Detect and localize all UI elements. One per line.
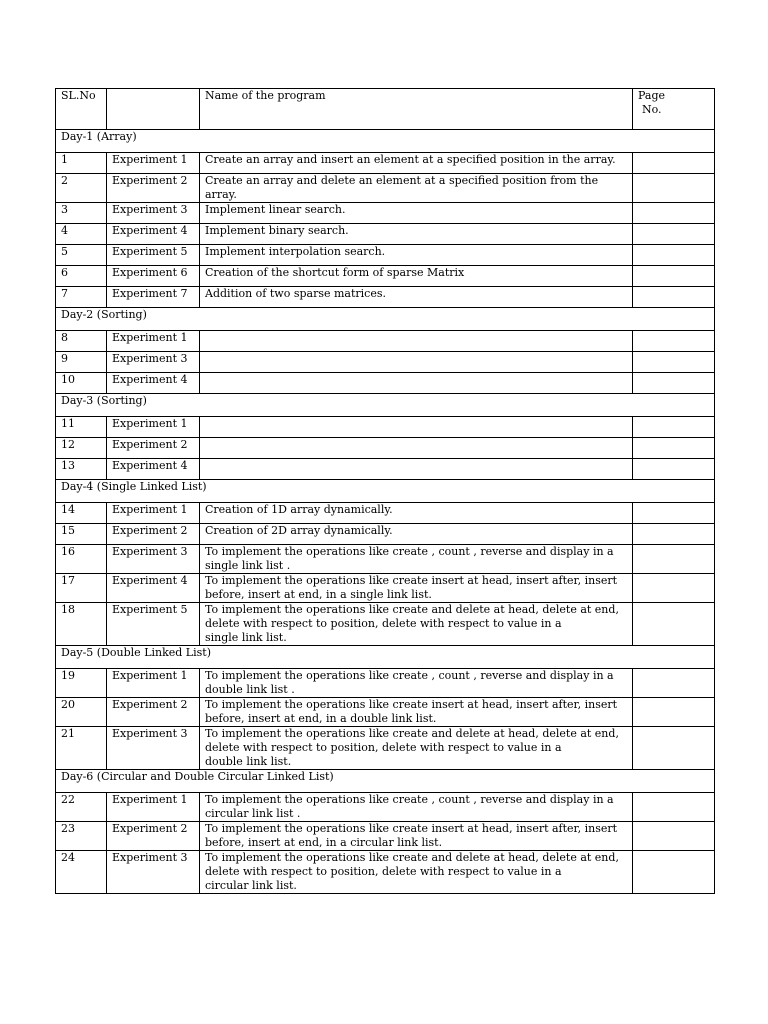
page-no-cell	[633, 331, 715, 352]
experiment-cell: Experiment 1	[107, 669, 200, 698]
page-no-cell	[633, 503, 715, 524]
page-no-cell	[633, 793, 715, 822]
page-no-cell	[633, 373, 715, 394]
sl-no-cell: 23	[56, 822, 107, 851]
page-no-cell	[633, 203, 715, 224]
program-name-cell: Create an array and delete an element at a specified position from the array.	[200, 174, 633, 203]
sl-no-cell: 5	[56, 245, 107, 266]
page-no-header	[633, 89, 715, 130]
sl-no-cell: 8	[56, 331, 107, 352]
experiment-header	[107, 89, 200, 130]
program-index-table	[55, 88, 715, 894]
page-no-cell	[633, 174, 715, 203]
page-no-cell	[633, 545, 715, 574]
table-row	[56, 545, 715, 574]
sl-no-cell: 22	[56, 793, 107, 822]
sl-no-cell: 21	[56, 727, 107, 770]
program-name-cell: Creation of 1D array dynamically.	[200, 503, 633, 524]
sl-no-cell: 17	[56, 574, 107, 603]
experiment-cell: Experiment 2	[107, 822, 200, 851]
sl-no-cell: 12	[56, 438, 107, 459]
sl-no-cell: 19	[56, 669, 107, 698]
table-row	[56, 459, 715, 480]
program-name-cell	[200, 459, 633, 480]
program-name-header: Name of the program	[200, 89, 633, 130]
page-no-cell	[633, 727, 715, 770]
table-row	[56, 851, 715, 894]
program-name-cell: To implement the operations like create , count , reverse and display in a circular link list .	[200, 793, 633, 822]
page-no-cell	[633, 851, 715, 894]
sl-no-cell: 7	[56, 287, 107, 308]
day-section-header	[56, 770, 715, 793]
page-no-cell	[633, 245, 715, 266]
experiment-cell: Experiment 2	[107, 438, 200, 459]
table-row	[56, 503, 715, 524]
experiment-cell: Experiment 4	[107, 373, 200, 394]
table-row	[56, 153, 715, 174]
page-no-cell	[633, 698, 715, 727]
day-title: Day-1 (Array)	[56, 130, 715, 153]
sl-no-cell: 10	[56, 373, 107, 394]
day-title: Day-2 (Sorting)	[56, 308, 715, 331]
day-section-header	[56, 130, 715, 153]
program-name-cell: To implement the operations like create , count , reverse and display in a single link list .	[200, 545, 633, 574]
table-row	[56, 822, 715, 851]
sl-no-cell: 18	[56, 603, 107, 646]
experiment-cell: Experiment 1	[107, 331, 200, 352]
program-name-cell: To implement the operations like create , count , reverse and display in a double link list .	[200, 669, 633, 698]
sl-no-cell: 13	[56, 459, 107, 480]
program-name-cell: Creation of 2D array dynamically.	[200, 524, 633, 545]
experiment-cell: Experiment 3	[107, 851, 200, 894]
page-no-header-line2: No.	[642, 103, 662, 116]
day-title: Day-6 (Circular and Double Circular Linked List)	[56, 770, 715, 793]
program-name-cell: Implement interpolation search.	[200, 245, 633, 266]
experiment-cell: Experiment 5	[107, 603, 200, 646]
page-no-cell	[633, 438, 715, 459]
table-row	[56, 603, 715, 646]
sl-no-cell: 9	[56, 352, 107, 373]
experiment-cell: Experiment 4	[107, 224, 200, 245]
program-name-cell	[200, 331, 633, 352]
table-row	[56, 793, 715, 822]
table-row	[56, 203, 715, 224]
experiment-cell: Experiment 3	[107, 727, 200, 770]
table-row	[56, 438, 715, 459]
experiment-cell: Experiment 6	[107, 266, 200, 287]
page-no-cell	[633, 417, 715, 438]
experiment-cell: Experiment 1	[107, 793, 200, 822]
page-no-cell	[633, 603, 715, 646]
experiment-cell: Experiment 2	[107, 524, 200, 545]
program-name-cell: Addition of two sparse matrices.	[200, 287, 633, 308]
page-no-header-line1: Page	[638, 89, 666, 102]
table-header-row	[56, 89, 715, 130]
table-row	[56, 574, 715, 603]
program-name-cell: To implement the operations like create and delete at head, delete at end, delete with respect to position, delete with respect to value in a single link list.	[200, 603, 633, 646]
experiment-cell: Experiment 4	[107, 459, 200, 480]
table-body	[56, 89, 715, 894]
table-row	[56, 698, 715, 727]
day-title: Day-4 (Single Linked List)	[56, 480, 715, 503]
day-section-header	[56, 308, 715, 331]
program-name-cell: To implement the operations like create and delete at head, delete at end, delete with respect to position, delete with respect to value in a circular link list.	[200, 851, 633, 894]
table-row	[56, 224, 715, 245]
page-no-cell	[633, 574, 715, 603]
experiment-cell: Experiment 7	[107, 287, 200, 308]
sl-no-cell: 16	[56, 545, 107, 574]
sl-no-cell: 2	[56, 174, 107, 203]
program-name-cell: To implement the operations like create insert at head, insert after, insert before, insert at end, in a circular link list.	[200, 822, 633, 851]
program-name-cell: Implement linear search.	[200, 203, 633, 224]
table-row	[56, 669, 715, 698]
table-row	[56, 352, 715, 373]
program-name-cell: To implement the operations like create insert at head, insert after, insert before, insert at end, in a double link list.	[200, 698, 633, 727]
page-no-cell	[633, 822, 715, 851]
sl-no-cell: 20	[56, 698, 107, 727]
day-section-header	[56, 646, 715, 669]
page-no-cell	[633, 153, 715, 174]
sl-no-cell: 11	[56, 417, 107, 438]
experiment-cell: Experiment 3	[107, 545, 200, 574]
experiment-cell: Experiment 1	[107, 153, 200, 174]
experiment-cell: Experiment 5	[107, 245, 200, 266]
experiment-cell: Experiment 4	[107, 574, 200, 603]
page-no-cell	[633, 459, 715, 480]
experiment-cell: Experiment 2	[107, 698, 200, 727]
program-name-cell	[200, 352, 633, 373]
experiment-cell: Experiment 2	[107, 174, 200, 203]
table-row	[56, 331, 715, 352]
table-row	[56, 373, 715, 394]
sl-no-cell: 6	[56, 266, 107, 287]
day-section-header	[56, 480, 715, 503]
experiment-cell: Experiment 3	[107, 203, 200, 224]
program-name-cell: Create an array and insert an element at a specified position in the array.	[200, 153, 633, 174]
day-title: Day-3 (Sorting)	[56, 394, 715, 417]
page-no-cell	[633, 352, 715, 373]
page-no-cell	[633, 266, 715, 287]
table-row	[56, 727, 715, 770]
program-name-cell	[200, 417, 633, 438]
experiment-cell: Experiment 1	[107, 503, 200, 524]
program-name-cell: To implement the operations like create insert at head, insert after, insert before, insert at end, in a single link list.	[200, 574, 633, 603]
day-section-header	[56, 394, 715, 417]
sl-no-cell: 4	[56, 224, 107, 245]
table-row	[56, 524, 715, 545]
page-no-cell	[633, 287, 715, 308]
program-name-cell: Implement binary search.	[200, 224, 633, 245]
sl-no-cell: 1	[56, 153, 107, 174]
sl-no-cell: 24	[56, 851, 107, 894]
table-row	[56, 417, 715, 438]
table-row	[56, 245, 715, 266]
page-no-cell	[633, 524, 715, 545]
sl-no-cell: 14	[56, 503, 107, 524]
sl-no-header: SL.No	[56, 89, 107, 130]
program-name-cell	[200, 438, 633, 459]
table-row	[56, 266, 715, 287]
experiment-cell: Experiment 1	[107, 417, 200, 438]
page-no-cell	[633, 224, 715, 245]
table-row	[56, 174, 715, 203]
sl-no-cell: 3	[56, 203, 107, 224]
table-row	[56, 287, 715, 308]
day-title: Day-5 (Double Linked List)	[56, 646, 715, 669]
program-name-cell: Creation of the shortcut form of sparse Matrix	[200, 266, 633, 287]
experiment-cell: Experiment 3	[107, 352, 200, 373]
sl-no-cell: 15	[56, 524, 107, 545]
program-name-cell	[200, 373, 633, 394]
page-no-cell	[633, 669, 715, 698]
program-name-cell: To implement the operations like create and delete at head, delete at end, delete with respect to position, delete with respect to value in a double link list.	[200, 727, 633, 770]
